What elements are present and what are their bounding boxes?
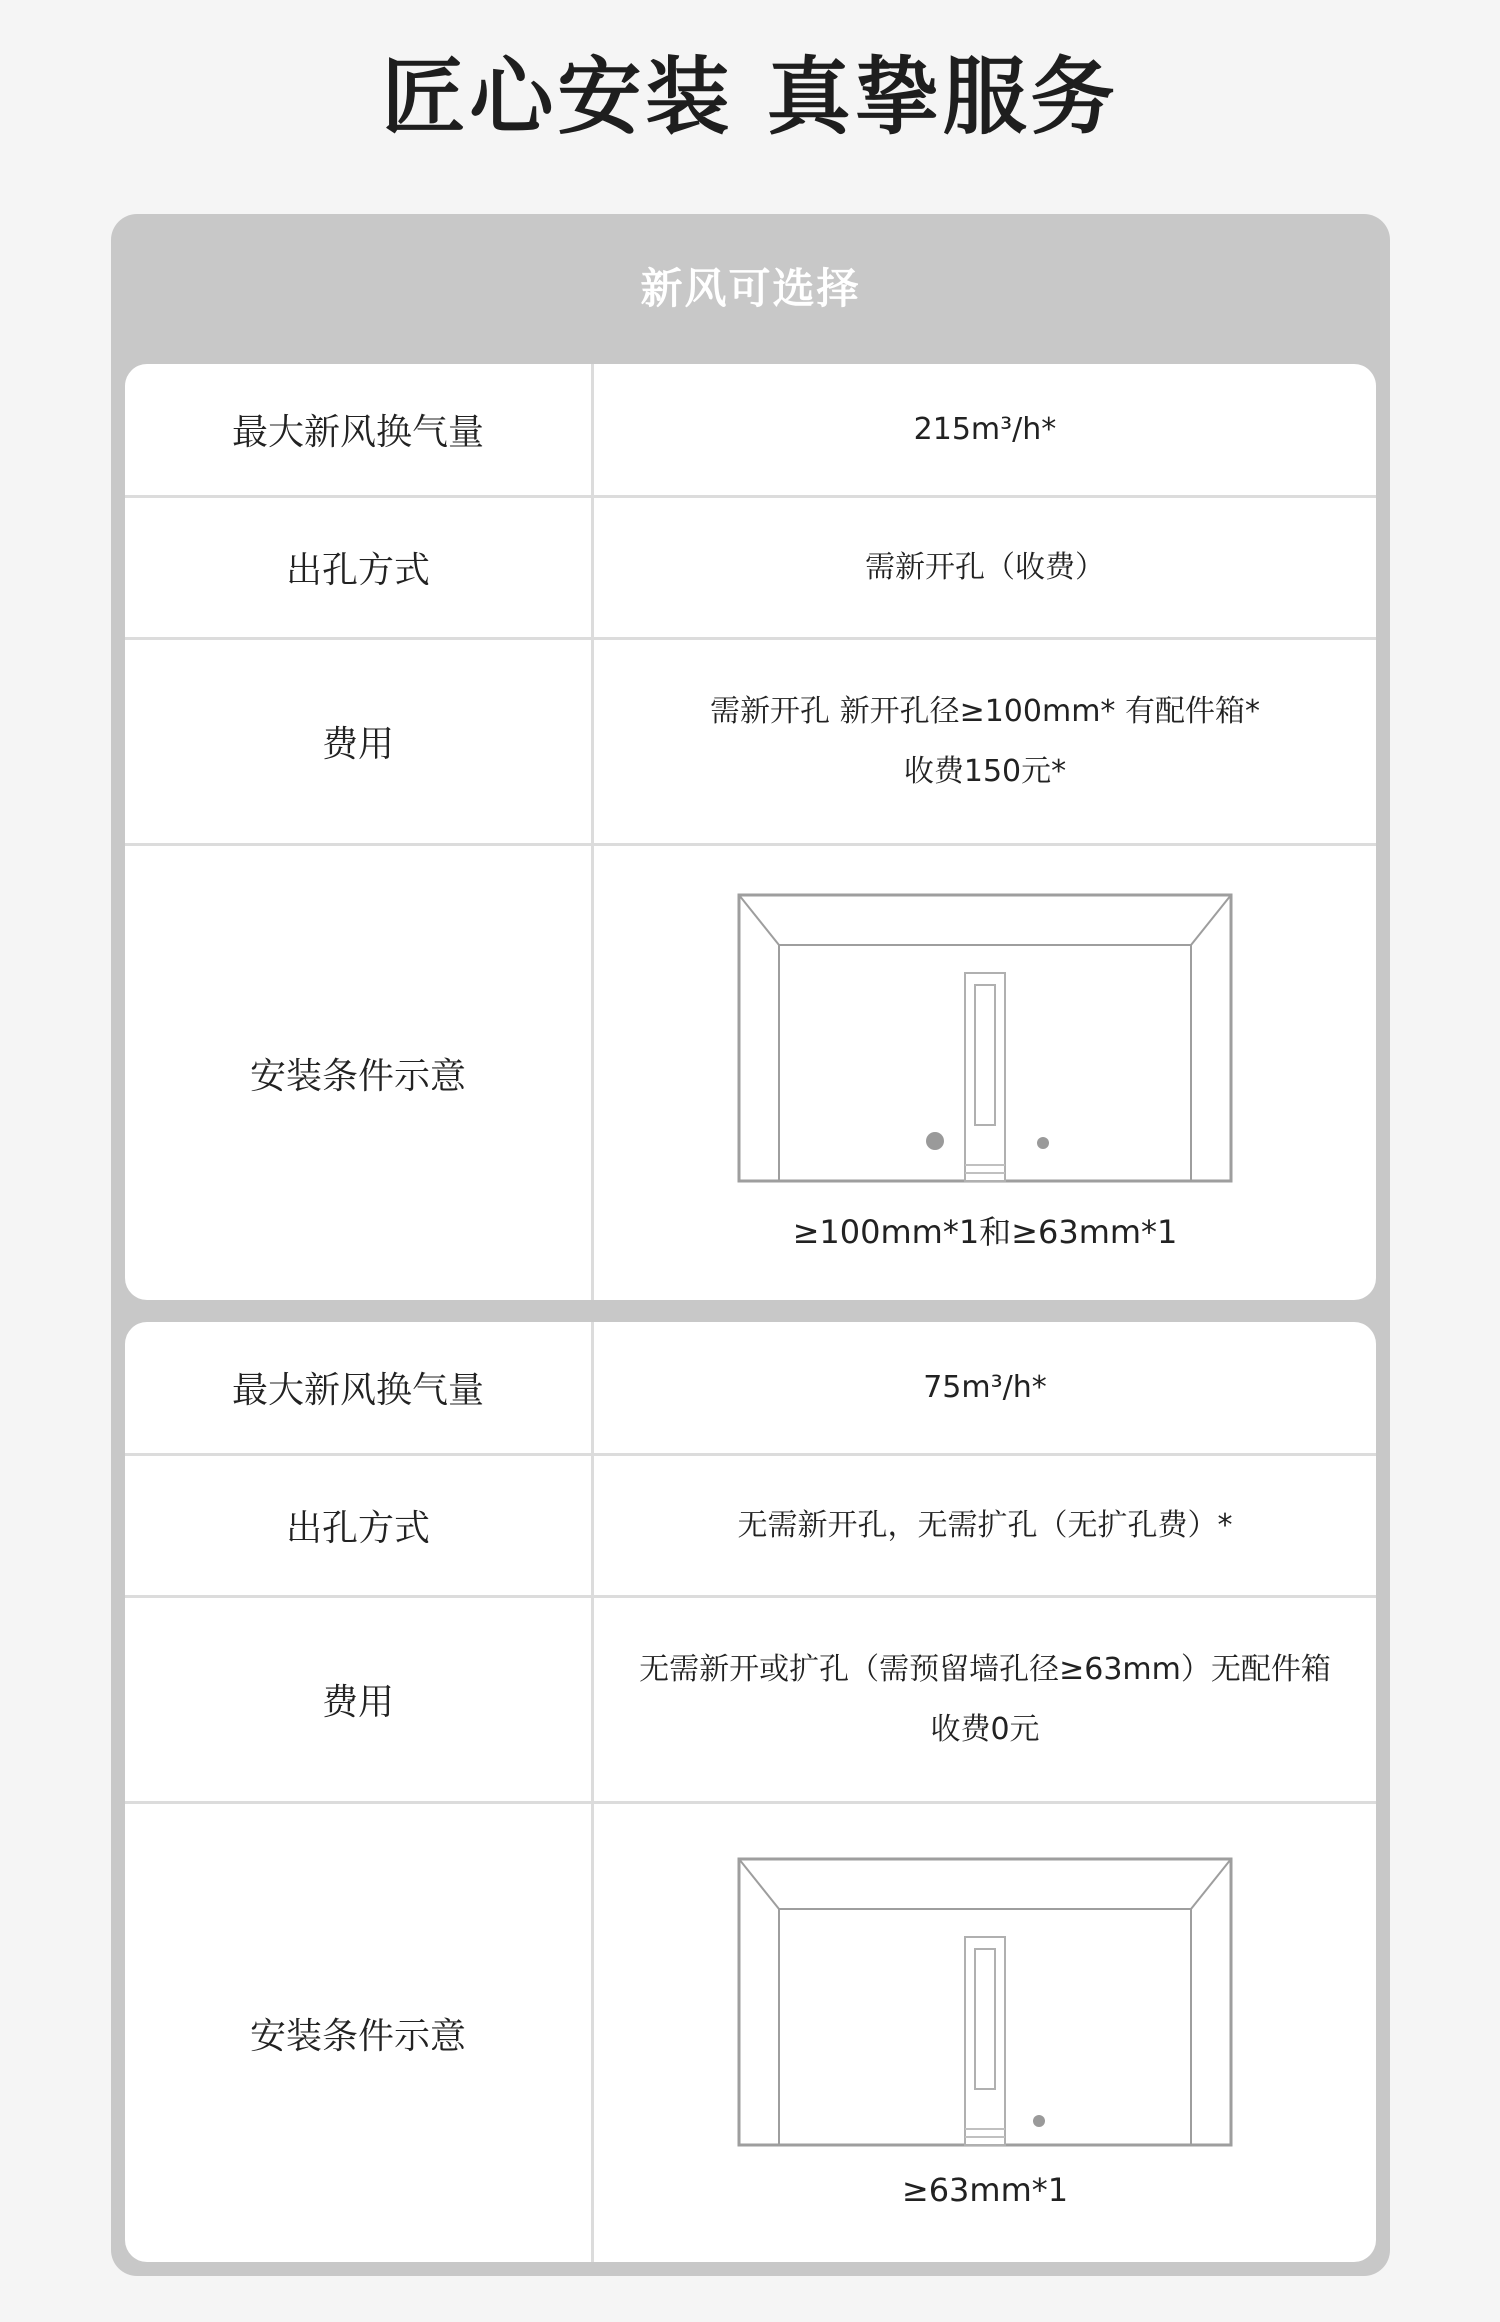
row-label: 安装条件示意 bbox=[125, 1804, 594, 2262]
option-card-2 bbox=[125, 1322, 1376, 2262]
row-cost bbox=[125, 640, 1376, 846]
airflow-value: 75m³/h* bbox=[923, 1369, 1047, 1405]
options-panel bbox=[111, 214, 1390, 2276]
hole-method-value: 无需新开孔，无需扩孔（无扩孔费）* bbox=[737, 1507, 1233, 1543]
row-label: 安装条件示意 bbox=[125, 846, 594, 1300]
row-airflow bbox=[125, 1322, 1376, 1456]
wall-hole-small bbox=[1037, 1137, 1049, 1149]
wall-hole-small bbox=[1033, 2115, 1045, 2127]
cost-line-1: 需新开孔 新开孔径≥100mm* 有配件箱* bbox=[710, 693, 1260, 729]
row-value bbox=[594, 498, 1376, 637]
airflow-value: 215m³/h* bbox=[913, 411, 1057, 447]
panel-header: 新风可选择 bbox=[640, 264, 861, 313]
cost-line-2: 收费0元 bbox=[930, 1711, 1040, 1747]
row-value bbox=[594, 640, 1376, 843]
cost-line-2: 收费150元* bbox=[903, 753, 1067, 789]
row-label: 最大新风换气量 bbox=[125, 364, 594, 495]
install-diagram bbox=[737, 893, 1233, 1183]
row-hole-method bbox=[125, 498, 1376, 640]
row-label: 费用 bbox=[125, 1598, 594, 1801]
row-value bbox=[594, 1456, 1376, 1595]
install-caption: ≥63mm*1 bbox=[901, 2171, 1069, 2209]
row-value bbox=[594, 1598, 1376, 1801]
row-airflow bbox=[125, 364, 1376, 498]
row-cost bbox=[125, 1598, 1376, 1804]
row-value bbox=[594, 1322, 1376, 1453]
row-install bbox=[125, 846, 1376, 1300]
install-caption: ≥100mm*1和≥63mm*1 bbox=[792, 1213, 1178, 1251]
hole-method-value: 需新开孔（收费） bbox=[865, 549, 1105, 585]
row-label: 出孔方式 bbox=[125, 1456, 594, 1595]
row-label: 最大新风换气量 bbox=[125, 1322, 594, 1453]
row-value bbox=[594, 846, 1376, 1300]
install-diagram bbox=[737, 1857, 1233, 2147]
wall-hole-large bbox=[926, 1132, 944, 1150]
row-value bbox=[594, 364, 1376, 495]
option-card-1 bbox=[125, 364, 1376, 1300]
cost-line-1: 无需新开或扩孔（需预留墙孔径≥63mm）无配件箱 bbox=[639, 1651, 1331, 1687]
row-hole-method bbox=[125, 1456, 1376, 1598]
row-label: 出孔方式 bbox=[125, 498, 594, 637]
row-label: 费用 bbox=[125, 640, 594, 843]
row-install bbox=[125, 1804, 1376, 2262]
row-value bbox=[594, 1804, 1376, 2262]
page-title: 匠心安装 真挚服务 bbox=[381, 48, 1119, 146]
